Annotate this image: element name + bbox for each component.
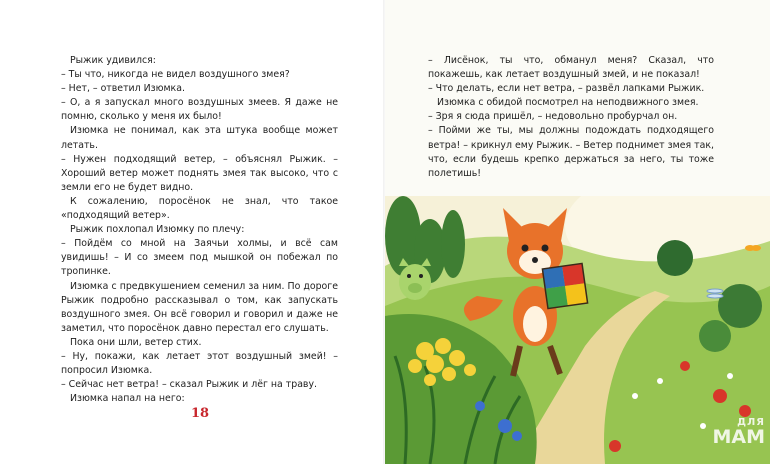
paragraph: Рыжик похлопал Изюмку по плечу: (70, 224, 245, 236)
paragraph: – Лисёнок, ты что, обманул меня? Сказал, что покажешь, как летает воздушный змей, и не показал! (428, 55, 714, 81)
paragraph: – Ну, покажи, как летает этот воздушный змей! – попросил Изюмка. (61, 350, 338, 377)
paragraph: Изюмка напал на него: (70, 393, 185, 405)
paragraph: – Нет, – ответил Изюмка. (61, 83, 185, 95)
paragraph: – Нужен подходящий ветер, – объяснял Рыжик. – Хороший ветер может поднять змея так высоко, что с земли его не будет видно. (61, 153, 338, 193)
watermark-bottom: МАМ (712, 426, 765, 448)
paragraph: Пока они шли, ветер стих. (70, 336, 202, 348)
paragraph: – Пойдём со мной на Заячьи холмы, и всё сам увидишь! – И со змеем под мышкой он побежал по тропинке. (61, 238, 338, 278)
paragraph: – Пойми же ты, мы должны подождать подходящего ветра! – крикнул ему Рыжик. – Ветер поднимет змея так, что, если будешь крепко держаться за него, ты тоже полетишь! (428, 125, 714, 179)
right-page (385, 0, 770, 464)
paragraph: – Сейчас нет ветра! – сказал Рыжик и лёг на траву. (61, 379, 317, 391)
paragraph: – Ты что, никогда не видел воздушного змея? (61, 69, 290, 81)
paragraph: Изюмка с обидой посмотрел на неподвижного змея. (437, 97, 699, 109)
watermark (703, 418, 765, 447)
paragraph: Изюмка не понимал, как эта штука вообще может летать. (61, 125, 338, 151)
watermark-top: ДЛЯ (737, 417, 765, 428)
left-page-text (61, 54, 338, 406)
paragraph: – О, а я запускал много воздушных змеев. Я даже не помню, сколько у меня их было! (61, 97, 338, 123)
right-page-text (428, 54, 714, 181)
paragraph: – Что делать, если нет ветра, – развёл лапками Рыжик. (428, 83, 705, 95)
paragraph: К сожалению, поросёнок не знал, что такое «подходящий ветер». (61, 195, 338, 222)
paragraph: Рыжик удивился: (70, 55, 156, 66)
paragraph: Изюмка с предвкушением семенил за ним. По дороге Рыжик подробно рассказывал о том, как запускать воздушного змея. Он всё говорил и говорил и даже не заметил, что поросёнок давно перестал его слушать. (61, 280, 338, 334)
paragraph: – Зря я сюда пришёл, – недовольно пробурчал он. (428, 111, 678, 123)
page-number: 18 (190, 406, 210, 421)
